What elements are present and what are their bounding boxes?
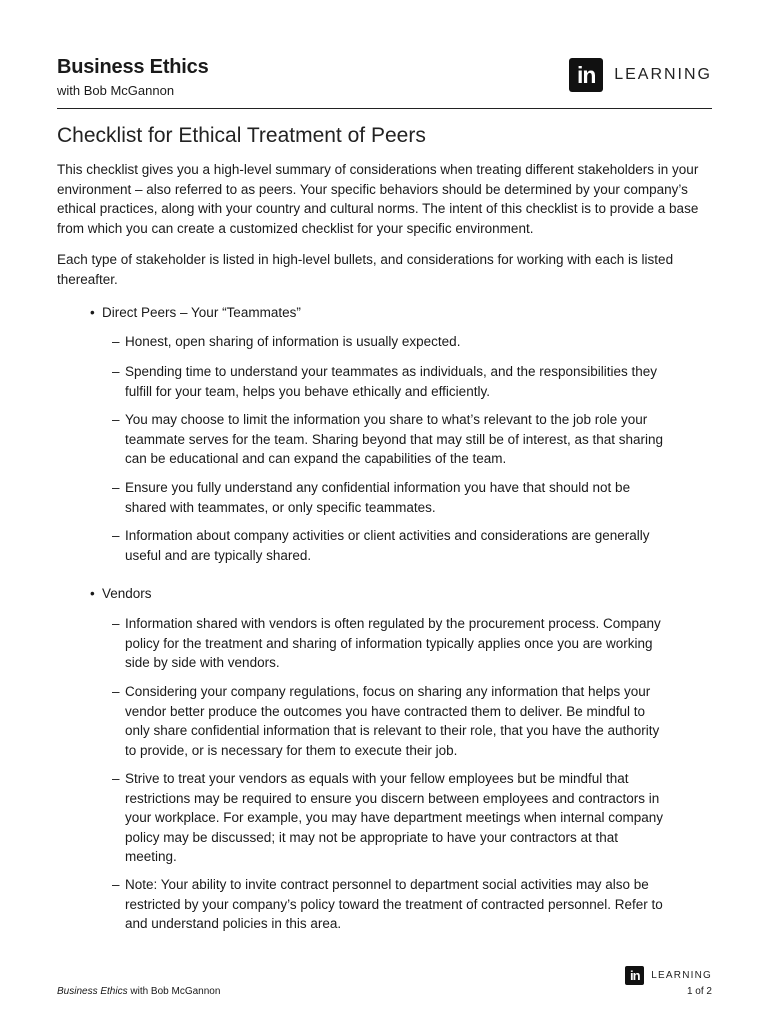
footer-course: Business Ethics with Bob McGannon bbox=[57, 986, 221, 997]
instructor-name: with Bob McGannon bbox=[57, 83, 175, 98]
list-item: – Note: Your ability to invite contract personnel to department social activities may also be restricted by your company’s policy toward the treatment of contracted personnel. Refer to and understand policies in this area. bbox=[112, 877, 663, 931]
footer-logo bbox=[625, 966, 712, 985]
dash-icon: – bbox=[112, 334, 120, 349]
list-item: – Ensure you fully understand any confidential information you have that should not be shared with teammates, or only specific teammates. bbox=[112, 480, 631, 515]
section-heading: • Vendors bbox=[90, 586, 152, 601]
dash-icon: – bbox=[112, 480, 120, 495]
page-number: 1 of 2 bbox=[686, 986, 712, 997]
dash-icon: – bbox=[112, 877, 120, 892]
logo-text: LEARNING bbox=[614, 66, 712, 83]
dash-icon: – bbox=[112, 528, 120, 543]
intro-paragraph: This checklist gives you a high-level summary of considerations when treating different stakeholders in your environment – also referred to as peers. Your specific behaviors should be determined by your company’s ethical practices, along with your country and cultural norms. The intent of this checklist is to provide a base from which you can create a customized checklist for your specific environment. bbox=[57, 162, 699, 236]
dash-icon: – bbox=[112, 616, 120, 631]
bullet-icon: • bbox=[90, 305, 95, 320]
list-item: – Considering your company regulations, focus on sharing any information that helps your vendor better produce the outcomes you have contracted them to deliver. Be mindful to only share confidential information that is relevant to their role, that you have the authority to provide, or is necessary for them to execute their job. bbox=[112, 684, 660, 758]
list-item: – Spending time to understand your teammates as individuals, and the responsibilities they fulfill for your team, helps you behave ethically and efficiently. bbox=[112, 364, 658, 399]
dash-icon: – bbox=[112, 412, 120, 427]
list-item: – Information shared with vendors is often regulated by the procurement process. Company policy for the treatment and sharing of information typically applies once you are working side by side with vendors. bbox=[112, 616, 661, 670]
dash-icon: – bbox=[112, 684, 120, 699]
dash-icon: – bbox=[112, 771, 120, 786]
intro-paragraph-2: Each type of stakeholder is listed in high-level bullets, and considerations for working with each is listed thereafter. bbox=[57, 252, 674, 287]
linkedin-learning-logo bbox=[569, 58, 712, 92]
dash-icon: – bbox=[112, 364, 120, 379]
linkedin-icon: in bbox=[569, 58, 603, 92]
linkedin-icon: in bbox=[625, 966, 644, 985]
document-title: Checklist for Ethical Treatment of Peers bbox=[57, 124, 426, 147]
section-heading: • Direct Peers – Your “Teammates” bbox=[90, 305, 301, 320]
logo-text: LEARNING bbox=[651, 970, 712, 981]
list-item: – Strive to treat your vendors as equals with your fellow employees but be mindful that restrictions may be required to ensure you discern between employees and contractors in your workplace. For example, you may have department meetings when internal company policy may be discussed; it may not be appropriate to have your contractors at that meeting. bbox=[112, 771, 664, 864]
bullet-icon: • bbox=[90, 586, 95, 601]
course-title: Business Ethics bbox=[57, 56, 209, 78]
list-item: – Information about company activities or client activities and considerations are generally useful and are typically shared. bbox=[112, 528, 650, 563]
list-item: – Honest, open sharing of information is usually expected. bbox=[112, 332, 672, 352]
page-header bbox=[57, 56, 712, 109]
list-item: – You may choose to limit the information you share to what’s relevant to the job role your teammate serves for the team. Sharing beyond that may still be of interest, as that sharing can be educational and can expand the capabilities of the team. bbox=[112, 412, 664, 466]
